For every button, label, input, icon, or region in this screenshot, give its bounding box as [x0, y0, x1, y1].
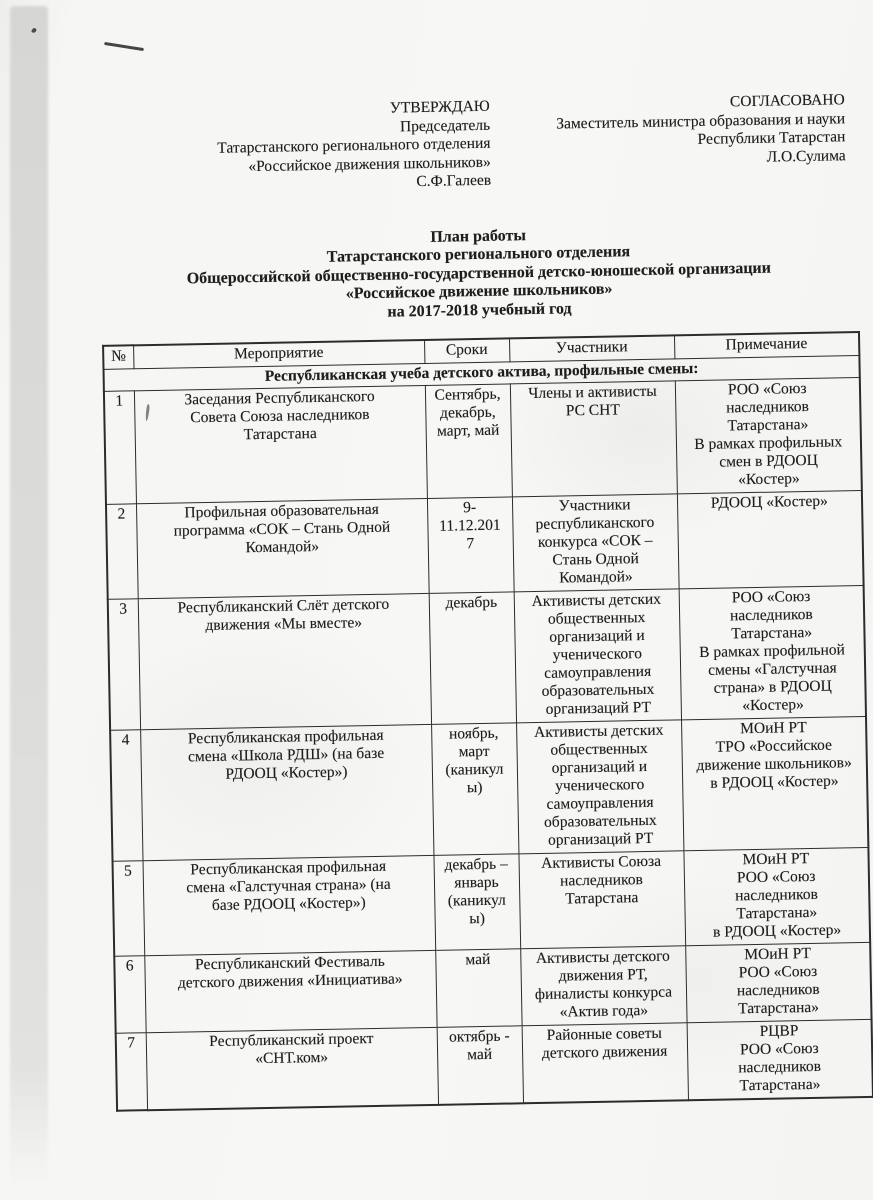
cell-event: Республиканский Слёт детского движения «Мы вместе» [138, 593, 431, 729]
table-row [106, 490, 864, 599]
table-row [108, 585, 866, 730]
cell-num: 4 [110, 730, 142, 862]
cell-num: 7 [116, 1033, 147, 1111]
table-row [116, 1019, 873, 1110]
cell-event: Заседания Республиканского Совета Союза наследников Татарстана [134, 385, 427, 503]
cell-num: 5 [113, 861, 145, 957]
cell-dates: май [435, 949, 521, 1028]
agreed-by-block: СОГЛАСОВАНО Заместитель министра образования и науки Республики Татарстан Л.О.Сулима [556, 91, 846, 166]
col-header-participants: Участники [509, 335, 674, 362]
cell-dates: октябрь - май [437, 1026, 523, 1105]
cell-dates: декабрь – январь (каникул ы) [433, 854, 520, 951]
cell-note: РДООЦ «Костер» [677, 490, 864, 588]
cell-note: МОиН РТ ТРО «Российское движение школьников» в РДООЦ «Костер» [681, 716, 868, 850]
approved-by-block: УТВЕРЖДАЮ Председатель Татарстанского регионального отделения «Российское движения школьников» С.Ф.Галеев [217, 97, 492, 191]
cell-event: Республиканский Фестиваль детского движения «Инициатива» [144, 950, 436, 1032]
table-row [113, 847, 871, 956]
table-row [114, 942, 871, 1033]
cell-num: 2 [106, 504, 138, 600]
col-header-event: Мероприятие [133, 340, 424, 369]
col-header-note: Примечание [674, 332, 859, 359]
cell-dates: Сентябрь, декабрь, март, май [425, 384, 512, 499]
table-row [110, 716, 868, 861]
cell-participants: Активисты Союза наследников Татарстана [518, 851, 685, 949]
cell-num: 1 [104, 391, 136, 505]
cell-dates: 9- 11.12.201 7 [427, 497, 514, 594]
cell-event: Профильная образовательная программа «СОК – Стань Одной Командой» [136, 498, 429, 598]
cell-event: Республиканская профильная смена «Школа РДШ» (на базе РДООЦ «Костер») [140, 724, 433, 860]
approval-blocks [98, 91, 856, 197]
cell-event: Республиканская профильная смена «Галстучная страна» (на базе РДООЦ «Костер») [143, 855, 436, 955]
cell-participants: Активисты детских общественных организаций и ученического самоуправления образовательных организаций РТ [514, 589, 681, 723]
cell-participants: Члены и активисты РС СНТ [510, 381, 677, 497]
cell-dates: декабрь [429, 592, 516, 725]
cell-note: РЦВР РОО «Союз наследников Татарстана» [687, 1019, 873, 1100]
col-header-dates: Сроки [424, 338, 509, 363]
cell-note: РОО «Союз наследников Татарстана» В рамках профильных смен в РДООЦ «Костер» [675, 378, 862, 494]
cell-note: РОО «Союз наследников Татарстана» В рамках профильной смены «Галстучная страна» в РДООЦ «Костер» [679, 585, 866, 719]
cell-note: МОиН РТ РОО «Союз наследников Татарстана» в РДООЦ «Костер» [683, 847, 870, 945]
col-header-num: № [103, 345, 133, 369]
plan-table [102, 331, 873, 1112]
cell-participants: Районные советы детского движения [522, 1023, 688, 1104]
table-row [104, 378, 862, 505]
document-title: План работы Татарстанского регионального отделения Общероссийской общественно-государственной детско-юношеской организации «Российское движение школьников» на 2017-2018 учебный год [186, 226, 772, 321]
cell-participants: Активисты детских общественных организаций и ученического самоуправления образовательных организаций РТ [516, 720, 683, 854]
cell-participants: Участники республиканского конкурса «СОК – Стань Одной Командой» [512, 494, 679, 592]
cell-note: МОиН РТ РОО «Союз наследников Татарстана» [685, 942, 871, 1022]
section-header: Республиканская учеба детского актива, профильные смены: [104, 356, 860, 392]
cell-participants: Активисты детского движения РТ, финалисты конкурса «Актив года» [520, 946, 686, 1026]
cell-num: 6 [114, 956, 145, 1034]
document-page [96, 0, 872, 1112]
cell-dates: ноябрь, март (каникул ы) [431, 723, 518, 856]
scan-edge-shadow [10, 6, 48, 1184]
cell-num: 3 [108, 599, 140, 731]
cell-event: Республиканский проект «СНТ.ком» [146, 1027, 438, 1110]
